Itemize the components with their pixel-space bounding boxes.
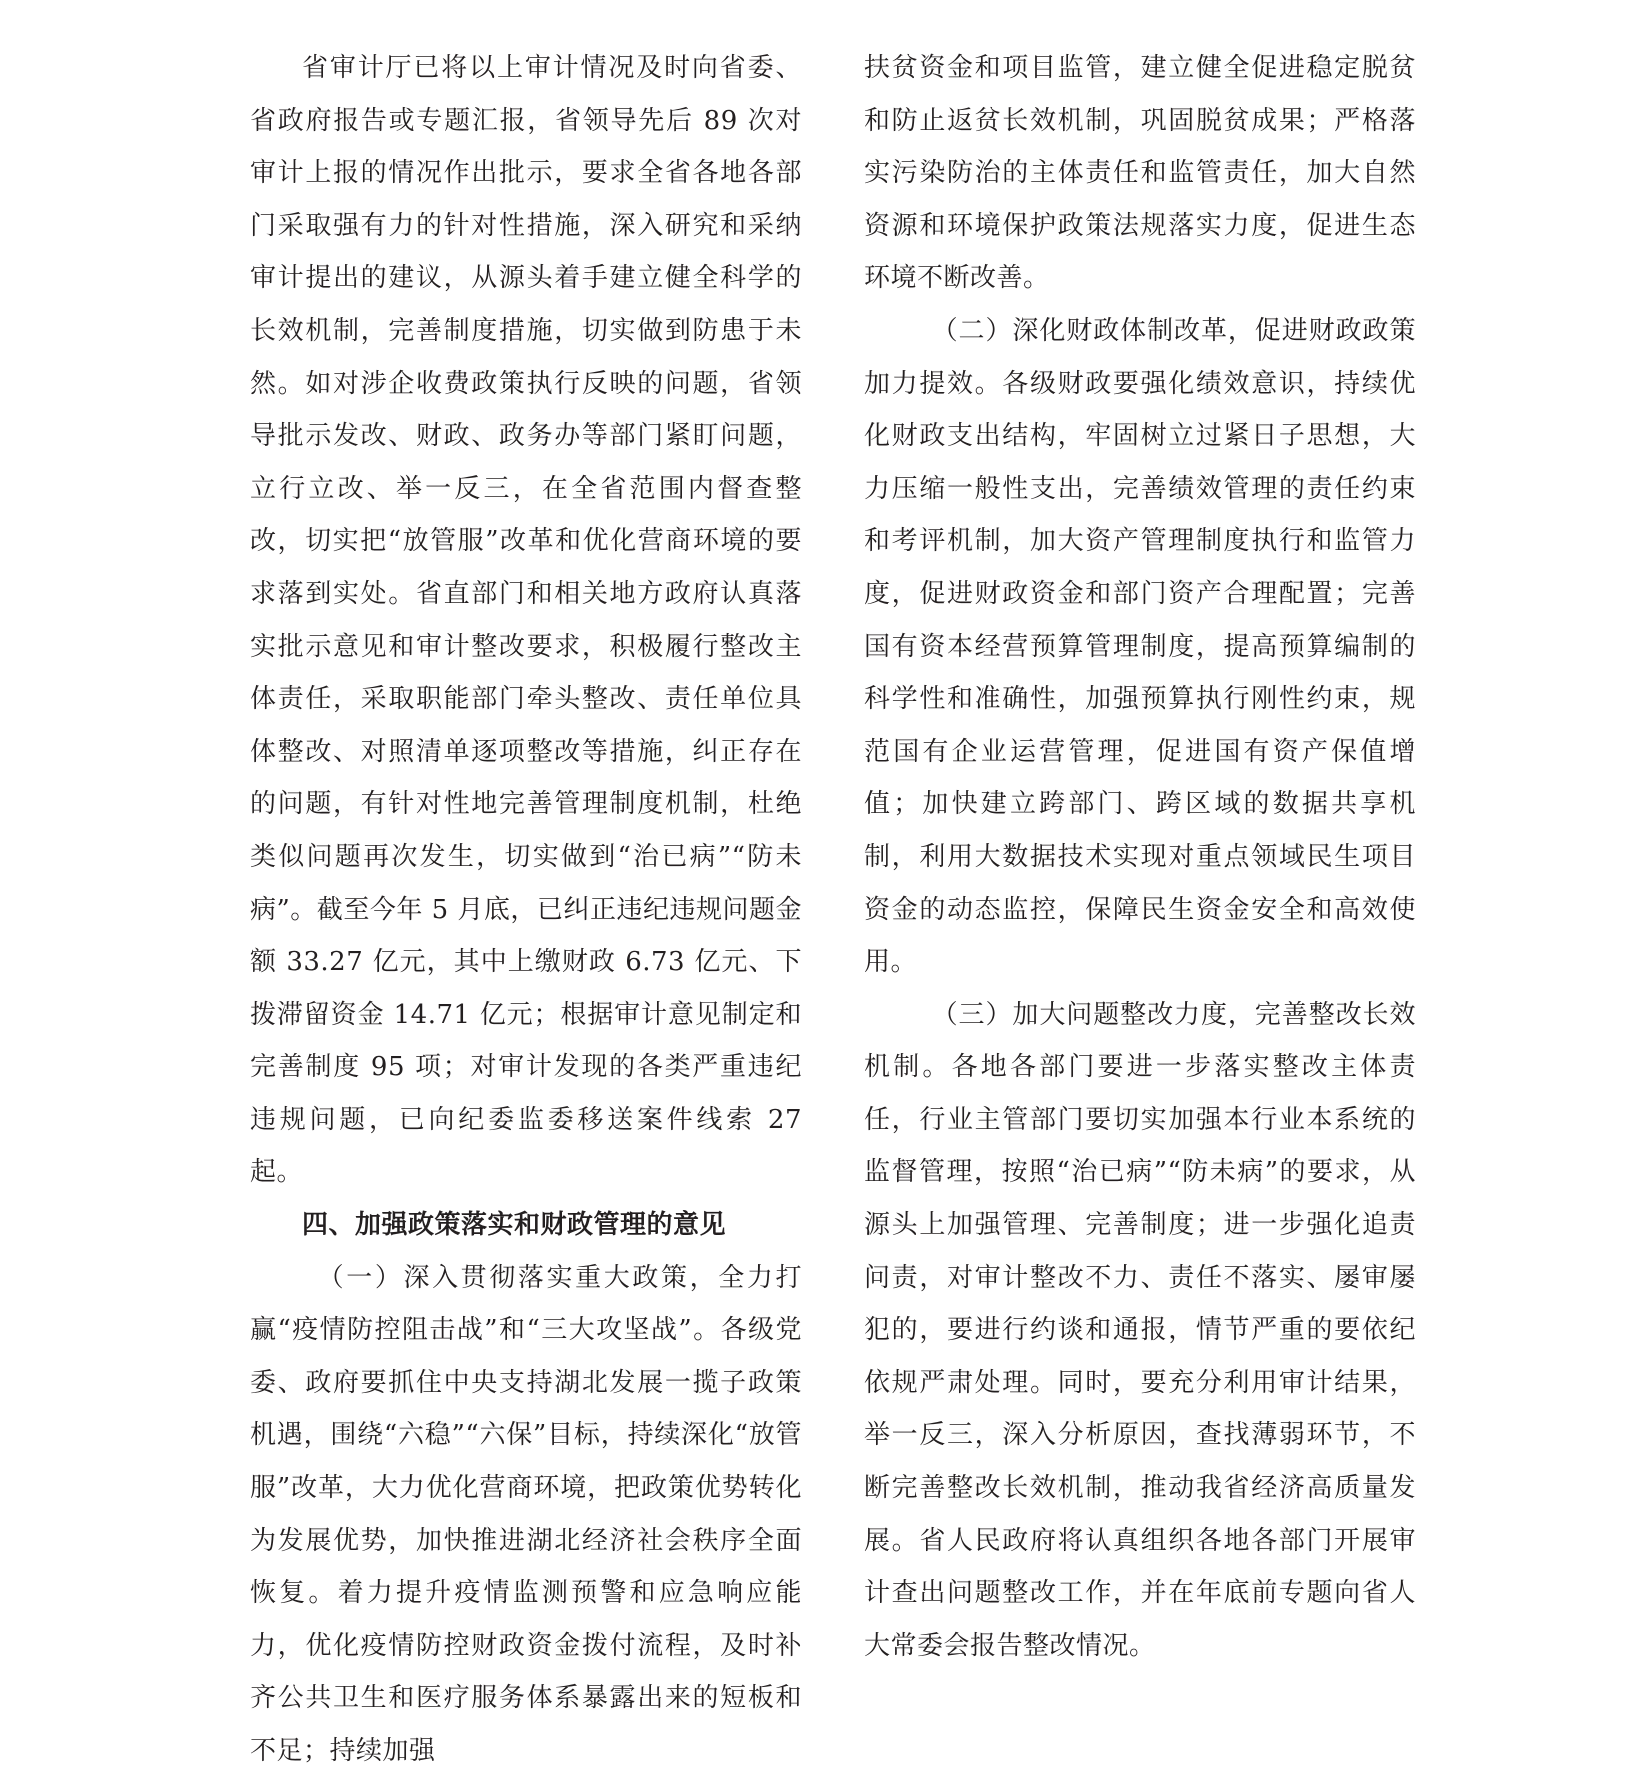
paragraph-audit-reporting: 省审计厅已将以上审计情况及时向省委、省政府报告或专题汇报，省领导先后 89 次对审计上报的情况作出批示，要求全省各地各部门采取强有力的针对性措施，深入研究和采纳审计提出的建议，从源头着手建立健全科学的长效机制，完善制度措施，切实做到防患于未然。如对涉企收费政策执行反映的问题，省领导批示发改、财政、政务办等部门紧盯问题，立行立改、举一反三，在全省范围内督查整改，切实把“放管服”改革和优化营商环境的要求落到实处。省直部门和相关地方政府认真落实批示意见和审计整改要求，积极履行整改主体责任，采取职能部门牵头整改、责任单位具体整改、对照清单逐项整改等措施，纠正存在的问题，有针对性地完善管理制度机制，杜绝类似问题再次发生，切实做到“治已病”“防未病”。截至今年 5 月底，已纠正违纪违规问题金额 33.27 亿元，其中上缴财政 6.73 亿元、下拨滞留资金 14.71 亿元；根据审计意见制定和完善制度 95 项；对审计发现的各类严重违纪违规问题，已向纪委监委移送案件线索 27 起。 — [250, 53, 802, 1188]
paragraph-poverty-environment: 扶贫资金和项目监管，建立健全促进稳定脱贫和防止返贫长效机制，巩固脱贫成果；严格落实污染防治的主体责任和监管责任，加大自然资源和环境保护政策法规落实力度，促进生态环境不断改善。 — [864, 53, 1416, 294]
paragraph-policy-implementation: （一）深入贯彻落实重大政策，全力打赢“疫情防控阻击战”和“三大攻坚战”。各级党委、政府要抓住中央支持湖北发展一揽子政策机遇，围绕“六稳”“六保”目标，持续深化“放管服”改革，大力优化营商环境，把政策优势转化为发展优势，加快推进湖北经济社会秩序全面恢复。着力提升疫情监测预警和应急响应能力，优化疫情防控财政资金拨付流程，及时补齐公共卫生和医疗服务体系暴露出来的短板和不足；持续加强 — [250, 1262, 802, 1766]
paragraph-rectification: （三）加大问题整改力度，完善整改长效机制。各地各部门要进一步落实整改主体责任，行业主管部门要切实加强本行业本系统的监督管理，按照“治已病”“防未病”的要求，从源头上加强管理、完善制度；进一步强化追责问责，对审计整改不力、责任不落实、屡审屡犯的，要进行约谈和通报，情节严重的要依纪依规严肃处理。同时，要充分利用审计结果，举一反三，深入分析原因，查找薄弱环节，不断完善整改长效机制，推动我省经济高质量发展。省人民政府将认真组织各地各部门开展审计查出问题整改工作，并在年底前专题向省人大常委会报告整改情况。 — [864, 999, 1416, 1661]
paragraph-fiscal-reform: （二）深化财政体制改革，促进财政政策加力提效。各级财政要强化绩效意识，持续优化财政支出结构，牢固树立过紧日子思想，大力压缩一般性支出，完善绩效管理的责任约束和考评机制，加大资产管理制度执行和监管力度，促进财政资金和部门资产合理配置；完善国有资本经营预算管理制度，提高预算编制的科学性和准确性，加强预算执行刚性约束，规范国有企业运营管理，促进国有资产保值增值；加快建立跨部门、跨区域的数据共享机制，利用大数据技术实现对重点领域民生项目资金的动态监控，保障民生资金安全和高效使用。 — [864, 315, 1416, 978]
section-heading-opinions: 四、加强政策落实和财政管理的意见 — [302, 1210, 727, 1241]
left-column — [250, 42, 802, 1778]
right-column — [864, 42, 1416, 1672]
